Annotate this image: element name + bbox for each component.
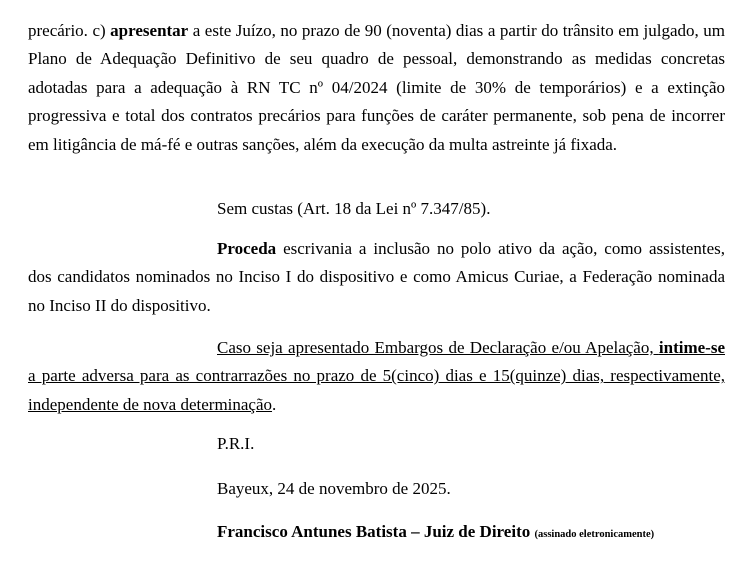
paragraph-costs: Sem custas (Art. 18 da Lei nº 7.347/85). [217,199,491,218]
paragraph-embargos [28,334,725,419]
paragraph-proceda-text: escrivania a inclusão no polo ativo da ação, como assistentes, dos candidatos nominados no Inciso I do dispositivo e como Amicus Curiae, a Federação nominada no Inciso II do dispositivo. [28,239,725,315]
paragraph-pri: P.R.I. [217,434,255,453]
paragraph-date: Bayeux, 24 de novembro de 2025. [217,479,451,498]
paragraph-obligations-rest: a este Juízo, no prazo de 90 (noventa) dias a partir do trânsito em julgado, um Plano de Adequação Definitivo de seu quadro de pessoal, demonstrando as medidas concretas adotadas para a adequação à RN TC nº 04/2024 (limite de 30% de temporários) e a extinção progressiva e total dos contratos precários para funções de caráter permanente, sob pena de incorrer em litigância de má-fé e outras sanções, além da execução da multa astreinte já fixada. [28,21,725,154]
paragraph-proceda [28,235,725,320]
bold-intime-se: intime-se [658,338,725,357]
paragraph-embargos-rest: a parte adversa para as contrarrazões no prazo de 5(cinco) dias e 15(quinze) dias, respectivamente, independente de nova determinação [28,366,725,414]
signature-line [217,518,654,549]
signature-note: (assinado eletronicamente) [534,529,655,540]
paragraph-embargos-start: Caso seja apresentado Embargos de Declaração e/ou Apelação, [217,338,659,357]
paragraph-obligations [28,17,725,159]
signature-name: Francisco Antunes Batista – Juiz de Direito [217,522,531,541]
paragraph-embargos-end: . [272,394,277,414]
bold-apresentar: apresentar [110,21,189,40]
paragraph-obligations-start: precário. c) [28,21,111,40]
bold-proceda: Proceda [217,239,277,258]
